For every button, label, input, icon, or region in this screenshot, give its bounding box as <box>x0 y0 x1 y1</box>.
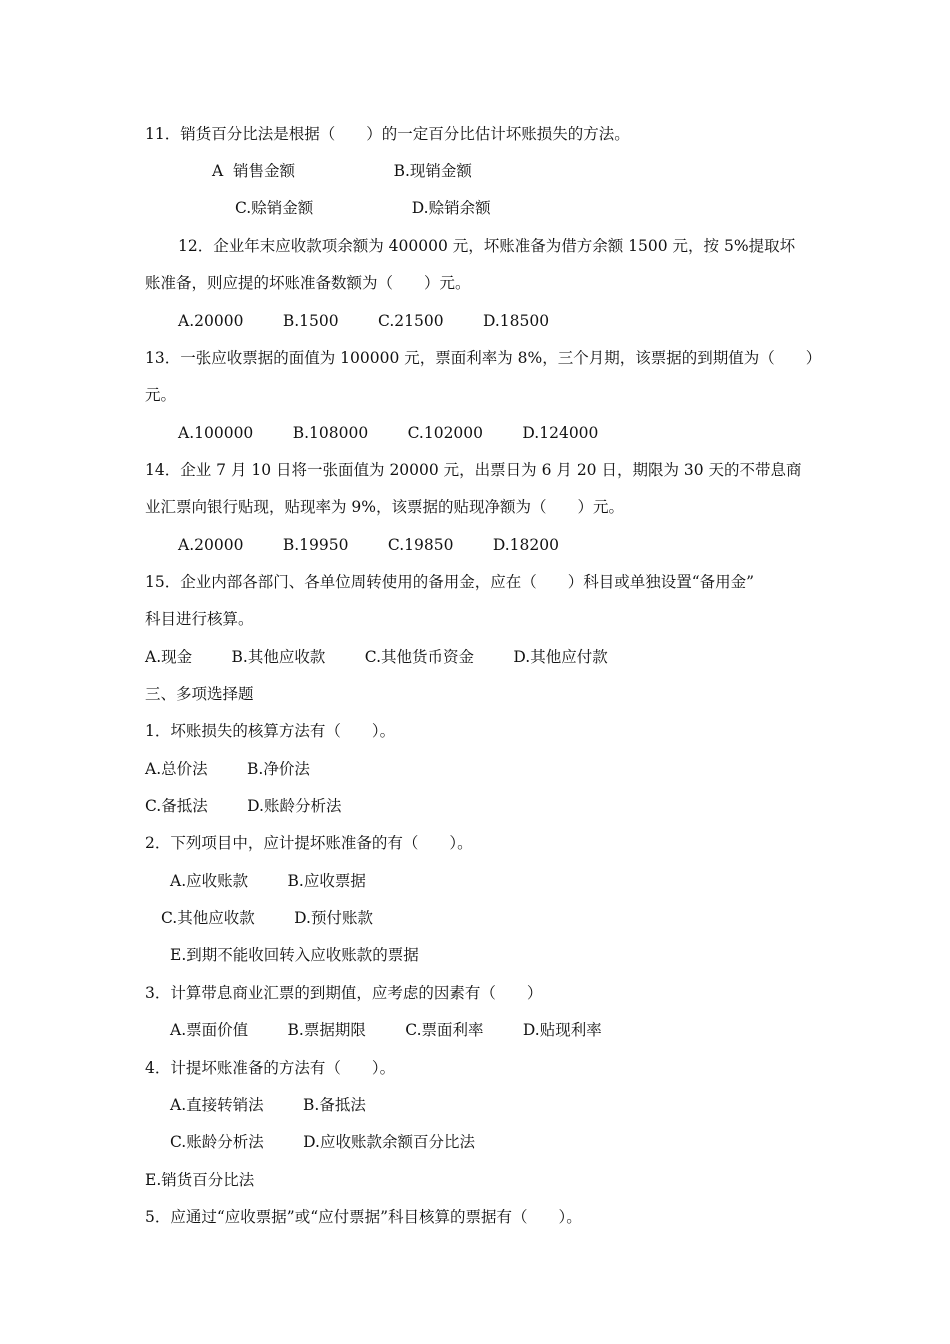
mc-question-3: 3．计算带息商业汇票的到期值，应考虑的因素有（ ） <box>145 984 543 1002</box>
q11-options-ab: A 销售金额 B.现销金额 <box>212 162 472 180</box>
q15-options: A.现金 B.其他应收款 C.其他货币资金 D.其他应付款 <box>145 648 608 666</box>
question-14-cont: 业汇票向银行贴现，贴现率为 9%，该票据的贴现净额为（ ）元。 <box>145 498 625 516</box>
mc-question-2: 2．下列项目中，应计提坏账准备的有（ ）。 <box>145 834 473 852</box>
q11-options-cd: C.赊销金额 D.赊销余额 <box>235 199 491 217</box>
mc1-options-ab: A.总价法 B.净价法 <box>145 760 310 778</box>
mc-question-1: 1．坏账损失的核算方法有（ ）。 <box>145 722 396 740</box>
mc2-options-ab: A.应收账款 B.应收票据 <box>170 872 366 890</box>
mc4-options-ab: A.直接转销法 B.备抵法 <box>170 1096 366 1114</box>
mc-question-5: 5．应通过“应收票据”或“应付票据”科目核算的票据有（ ）。 <box>145 1208 582 1226</box>
mc2-options-cd: C.其他应收款 D.预付账款 <box>161 909 373 927</box>
question-13: 13．一张应收票据的面值为 100000 元，票面利率为 8%，三个月期，该票据的到期值为（ ） <box>145 349 822 367</box>
question-14: 14．企业 7 月 10 日将一张面值为 20000 元，出票日为 6 月 20 日，期限为 30 天的不带息商 <box>145 461 802 479</box>
question-15-cont: 科目进行核算。 <box>145 610 254 628</box>
question-12-cont: 账准备，则应提的坏账准备数额为（ ）元。 <box>145 274 471 292</box>
question-15: 15．企业内部各部门、各单位周转使用的备用金，应在（ ）科目或单独设置“备用金” <box>145 573 755 591</box>
q12-options: A.20000 B.1500 C.21500 D.18500 <box>178 312 550 330</box>
mc4-options-cd: C.账龄分析法 D.应收账款余额百分比法 <box>170 1133 475 1151</box>
question-13-cont: 元。 <box>145 386 177 404</box>
q14-options: A.20000 B.19950 C.19850 D.18200 <box>178 536 559 554</box>
q13-options: A.100000 B.108000 C.102000 D.124000 <box>178 424 599 442</box>
mc3-options: A.票面价值 B.票据期限 C.票面利率 D.贴现利率 <box>170 1021 602 1039</box>
question-11: 11．销货百分比法是根据（ ）的一定百分比估计坏账损失的方法。 <box>145 125 630 143</box>
question-12: 12．企业年末应收款项余额为 400000 元，坏账准备为借方余额 1500 元，按 5%提取坏 <box>178 237 796 255</box>
mc1-options-cd: C.备抵法 D.账龄分析法 <box>145 797 342 815</box>
mc4-option-e: E.销货百分比法 <box>145 1171 255 1189</box>
mc-question-4: 4．计提坏账准备的方法有（ ）。 <box>145 1059 396 1077</box>
section-heading: 三、多项选择题 <box>145 685 254 703</box>
mc2-option-e: E.到期不能收回转入应收账款的票据 <box>170 946 419 964</box>
